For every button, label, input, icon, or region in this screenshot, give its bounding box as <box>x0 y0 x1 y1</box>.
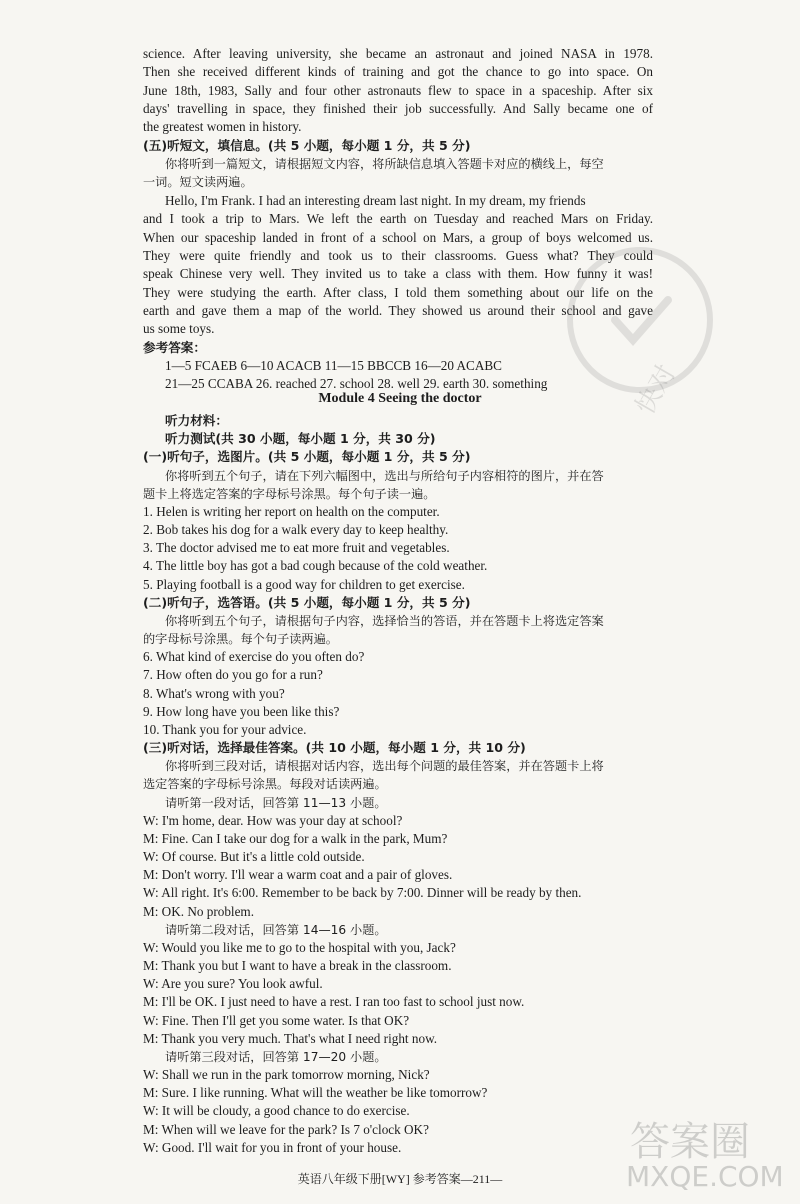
text-line: 2. Bob takes his dog for a walk every day to keep healthy. <box>143 522 449 538</box>
text-line: 你将听到一篇短文，请根据短文内容，将所缺信息填入答题卡对应的横线上，每空 <box>165 157 604 172</box>
text-line: and I took a trip to Mars. We left the earth on Tuesday and reached Mars on Friday. <box>143 211 653 227</box>
text-line: 9. How long have you been like this? <box>143 703 340 719</box>
text-line: 的字母标号涂黑。每个句子读两遍。 <box>143 632 338 647</box>
text-line: 你将听到五个句子，请根据句子内容，选择恰当的答语，并在答题卡上将选定答案 <box>165 613 604 628</box>
text-line: 7. How often do you go for a run? <box>143 667 323 683</box>
text-line: speak Chinese very well. They invited us to take a class with them. How funny it was! <box>143 266 653 282</box>
text-line: (三)听对话，选择最佳答案。(共 10 小题，每小题 1 分，共 10 分) <box>143 740 526 756</box>
text-line: (二)听句子，选答语。(共 5 小题，每小题 1 分，共 5 分) <box>143 594 471 610</box>
text-line: W: Would you like me to go to the hospital with you, Jack? <box>143 939 456 955</box>
text-line: science. After leaving university, she became an astronaut and joined NASA in 1978. <box>143 46 653 61</box>
text-line: June 18th, 1983, Sally and four other astronauts flew to space in a spaceship. After six <box>143 82 653 98</box>
text-line: W: I'm home, dear. How was your day at school? <box>143 812 403 828</box>
text-line: 4. The little boy has got a bad cough because of the cold weather. <box>143 558 488 574</box>
text-line: us some toys. <box>143 321 215 337</box>
text-line: 题卡上将选定答案的字母标号涂黑。每个句子读一遍。 <box>143 486 436 501</box>
text-line: 1—5 FCAEB 6—10 ACACB 11—15 BBCCB 16—20 ACABC <box>165 357 502 373</box>
page-footer: 英语八年级下册[WY] 参考答案—211— <box>297 1172 503 1186</box>
text-line: days' travelling in space, they finished their job successfully. And Sally became one of <box>143 101 653 117</box>
text-line: W: Of course. But it's a little cold outside. <box>143 849 365 865</box>
text-line: W: All right. It's 6:00. Remember to be back by 7:00. Dinner will be ready by then. <box>143 885 582 901</box>
text-line: 请听第一段对话，回答第 11—13 小题。 <box>165 795 387 810</box>
text-line: 5. Playing football is a good way for children to get exercise. <box>143 576 465 592</box>
watermark-site: MXQE.COM <box>626 1160 784 1193</box>
text-line: 6. What kind of exercise do you often do? <box>143 649 365 665</box>
text-line: earth and gave them a map of the world. They showed us around their school and gave <box>143 302 653 318</box>
text-line: 听力测试(共 30 小题，每小题 1 分，共 30 分) <box>165 431 436 447</box>
text-line: M: OK. No problem. <box>143 903 254 919</box>
text-line: 8. What's wrong with you? <box>143 685 285 701</box>
text-line: 10. Thank you for your advice. <box>143 721 307 737</box>
text-line: 请听第三段对话，回答第 17—20 小题。 <box>165 1049 387 1064</box>
text-line: 请听第二段对话，回答第 14—16 小题。 <box>165 922 387 937</box>
text-line: 选定答案的字母标号涂黑。每段对话读两遍。 <box>143 777 387 792</box>
text-line: M: Don't worry. I'll wear a warm coat and a pair of gloves. <box>143 867 453 883</box>
text-line: 参考答案： <box>143 339 206 355</box>
text-line: Then she received different kinds of training and got the chance to go into space. On <box>143 64 653 80</box>
text-line: W: Are you sure? You look awful. <box>143 976 323 992</box>
text-line: W: It will be cloudy, a good chance to do exercise. <box>143 1103 410 1119</box>
text-line: the greatest women in history. <box>143 119 302 135</box>
text-line: 听力材料： <box>165 413 228 428</box>
text-line: (五)听短文，填信息。(共 5 小题，每小题 1 分，共 5 分) <box>143 137 471 153</box>
watermark-text: 快对 <box>630 359 683 420</box>
text-line: M: Thank you very much. That's what I need right now. <box>143 1030 438 1046</box>
text-line: W: Good. I'll wait for you in front of your house. <box>143 1139 402 1155</box>
text-line: 一词。短文读两遍。 <box>143 175 253 190</box>
text-line: When our spaceship landed in front of a school on Mars, a group of boys welcomed us. <box>143 229 653 245</box>
text-line: (一)听句子，选图片。(共 5 小题，每小题 1 分，共 5 分) <box>143 449 471 465</box>
text-line: M: Sure. I like running. What will the weather be like tomorrow? <box>143 1085 488 1101</box>
text-line: M: Fine. Can I take our dog for a walk in the park, Mum? <box>143 830 448 846</box>
text-line: 你将听到三段对话，请根据对话内容，选出每个问题的最佳答案，并在答题卡上将 <box>165 759 604 774</box>
text-line: M: When will we leave for the park? Is 7 o'clock OK? <box>143 1121 429 1137</box>
module-title: Module 4 Seeing the doctor <box>318 391 482 406</box>
text-line: Hello, I'm Frank. I had an interesting dream last night. In my dream, my friends <box>165 192 586 208</box>
text-line: 1. Helen is writing her report on health on the computer. <box>143 503 440 519</box>
watermark-brand: 答案圈 <box>630 1119 750 1165</box>
text-line: They were quite friendly and took us to their classrooms. Guess what? They could <box>143 247 653 263</box>
text-line: 你将听到五个句子，请在下列六幅图中，选出与所给句子内容相符的图片，并在答 <box>165 468 604 483</box>
text-line: W: Shall we run in the park tomorrow morning, Nick? <box>143 1067 430 1083</box>
text-line: M: I'll be OK. I just need to have a rest. I ran too fast to school just now. <box>143 994 525 1010</box>
text-line: They were studying the earth. After class, I told them something about our life on the <box>143 284 653 300</box>
text-line: W: Fine. Then I'll get you some water. Is that OK? <box>143 1012 410 1028</box>
text-line: 21—25 CCABA 26. reached 27. school 28. well 29. earth 30. something <box>165 376 548 392</box>
text-line: 3. The doctor advised me to eat more fruit and vegetables. <box>143 540 450 556</box>
text-line: M: Thank you but I want to have a break in the classroom. <box>143 958 452 974</box>
